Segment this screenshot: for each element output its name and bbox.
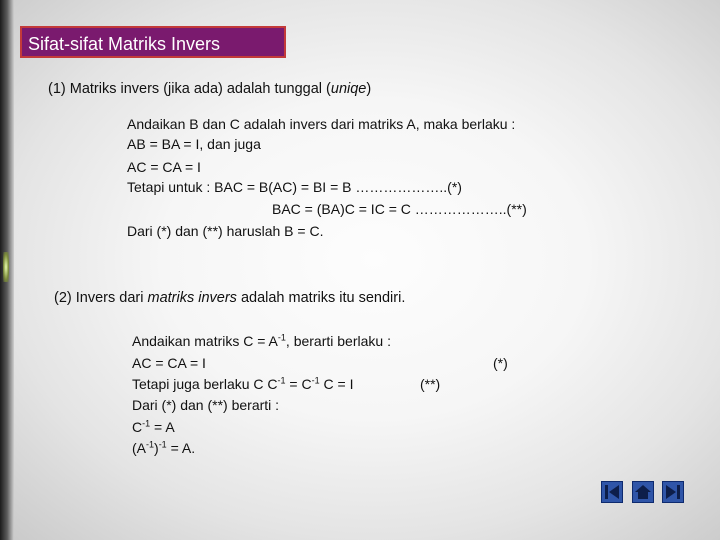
section2-line-2-tag: (*): [493, 355, 508, 371]
previous-icon: [602, 482, 622, 502]
section2-line-3-tag: (**): [420, 376, 441, 392]
previous-button[interactable]: [601, 481, 623, 503]
s2-l3-sup1: -1: [277, 375, 286, 386]
section1-line-3: AC = CA = I: [127, 159, 201, 175]
s2-l3-b: = C: [285, 376, 312, 392]
next-button[interactable]: [662, 481, 684, 503]
section2-heading-emphasis: matriks invers: [147, 290, 237, 306]
section2-line-3: [132, 375, 354, 393]
next-icon: [663, 482, 683, 502]
s2-l1-sup: -1: [277, 332, 286, 343]
section2-heading: [54, 289, 405, 307]
s2-l3-c: C = I: [319, 376, 354, 392]
s2-l6-c: = A.: [166, 440, 196, 456]
section1-heading-emphasis: uniqe: [330, 81, 367, 97]
section1-line-2: AB = BA = I, dan juga: [127, 136, 261, 152]
section2-line-1: [132, 332, 391, 350]
s2-l6-sup1: -1: [146, 439, 155, 450]
section2-line-6: [132, 439, 195, 457]
s2-l1-end: , berarti berlaku :: [285, 333, 391, 349]
s2-l5-b: = A: [150, 419, 175, 435]
section1-heading-text: (1) Matriks invers (jika ada) adalah tunggal (: [48, 81, 331, 97]
s2-l6-a: (A: [132, 440, 146, 456]
section1-line-6: Dari (*) dan (**) haruslah B = C.: [127, 223, 324, 239]
section1-line-1: Andaikan B dan C adalah invers dari matriks A, maka berlaku :: [127, 116, 516, 132]
s2-l6-sup2: -1: [158, 439, 167, 450]
s2-l6-b: ): [154, 440, 159, 456]
s2-l3-sup2: -1: [311, 375, 320, 386]
edge-highlight: [3, 252, 9, 282]
section2-line-2: AC = CA = I: [132, 355, 206, 371]
home-icon: [633, 482, 653, 502]
home-button[interactable]: [632, 481, 654, 503]
s2-l1-text: Andaikan matriks C = A: [132, 333, 278, 349]
s2-l5-sup: -1: [142, 418, 151, 429]
s2-l5-a: C: [132, 419, 143, 435]
section1-line-4: Tetapi untuk : BAC = B(AC) = BI = B ………………..(*): [127, 179, 462, 195]
section2-line-4: Dari (*) dan (**) berarti :: [132, 397, 280, 413]
section2-heading-end: adalah matriks itu sendiri.: [236, 290, 406, 306]
slide-title: Sifat-sifat Matriks Invers: [28, 34, 221, 54]
section1-heading-end: ): [366, 81, 372, 97]
title-box: [20, 26, 286, 58]
section2-heading-text: (2) Invers dari: [54, 290, 148, 306]
s2-l3-a: Tetapi juga berlaku C C: [132, 376, 278, 392]
section1-heading: [48, 80, 371, 98]
section1-line-5: BAC = (BA)C = IC = C ………………..(**): [272, 201, 527, 217]
section2-line-5: [132, 418, 175, 436]
